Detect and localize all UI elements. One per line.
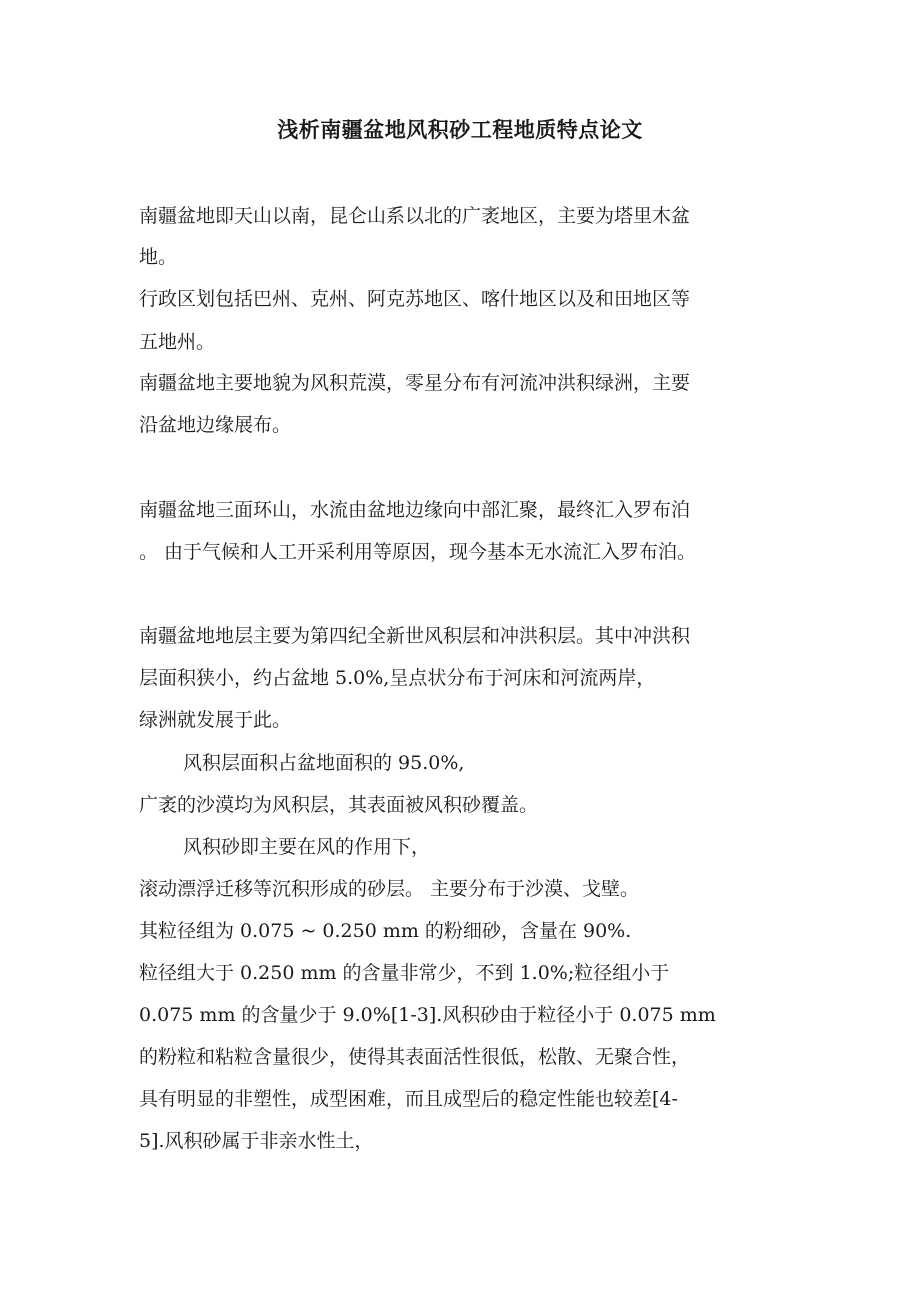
text-line: 地。: [139, 246, 178, 268]
text-line: 风积层面积占盆地面积的 95.0%,: [183, 752, 465, 774]
text-line: 0.075 mm 的含量少于 9.0%[1-3].风积砂由于粒径小于 0.075 mm: [139, 1004, 716, 1026]
text-line: 广袤的沙漠均为风积层，其表面被风积砂覆盖。: [139, 794, 539, 816]
text-line: 其粒径组为 0.075 ~ 0.250 mm 的粉细砂，含量在 90%.: [139, 920, 632, 942]
text-line: 南疆盆地即天山以南，昆仑山系以北的广袤地区，主要为塔里木盆: [139, 205, 691, 227]
text-line: 粒径组大于 0.250 mm 的含量非常少，不到 1.0%;粒径组小于: [139, 962, 670, 984]
text-line: 滚动漂浮迁移等沉积形成的砂层。 主要分布于沙漠、戈壁。: [139, 878, 640, 900]
text-line: 绿洲就发展于此。: [139, 709, 292, 731]
document-title: 浅析南疆盆地风积砂工程地质特点论文: [277, 117, 643, 142]
text-line: 南疆盆地三面环山，水流由盆地边缘向中部汇聚，最终汇入罗布泊: [139, 499, 691, 521]
text-line: 风积砂即主要在风的作用下，: [183, 836, 431, 858]
text-line: 南疆盆地地层主要为第四纪全新世风积层和冲洪积层。其中冲洪积: [139, 625, 691, 647]
text-line: 南疆盆地主要地貌为风积荒漠，零星分布有河流冲洪积绿洲，主要: [139, 372, 691, 394]
text-line: 5].风积砂属于非亲水性土，: [139, 1130, 374, 1152]
text-line: 行政区划包括巴州、克州、阿克苏地区、喀什地区以及和田地区等: [139, 288, 691, 310]
text-line: 具有明显的非塑性，成型困难，而且成型后的稳定性能也较差[4-: [139, 1088, 678, 1110]
text-line: 沿盆地边缘展布。: [139, 414, 292, 436]
text-line: 的粉粒和粘粒含量很少，使得其表面活性很低，松散、无聚合性，: [139, 1046, 691, 1068]
text-line: 五地州。: [139, 331, 216, 353]
text-line: 。 由于气候和人工开采利用等原因，现今基本无水流汇入罗布泊。: [139, 541, 697, 563]
text-line: 层面积狭小，约占盆地 5.0%,呈点状分布于河床和河流两岸，: [139, 667, 656, 689]
